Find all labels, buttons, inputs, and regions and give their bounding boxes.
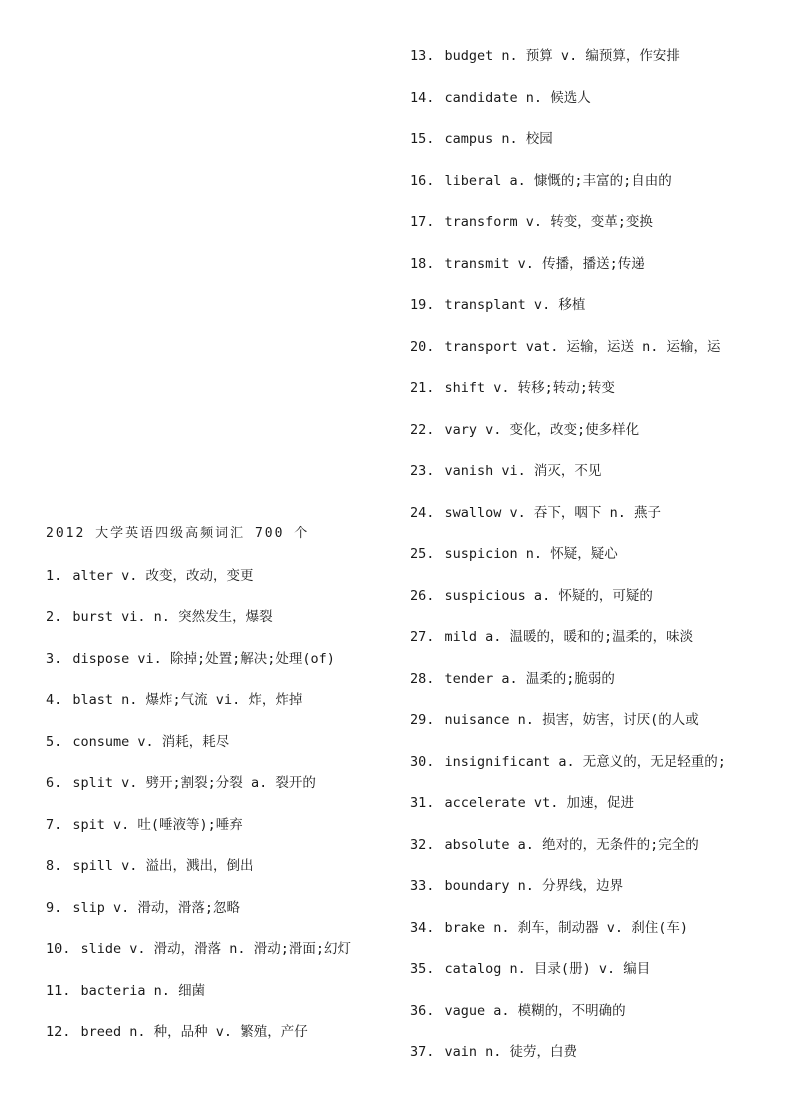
vocab-entry — [46, 565, 386, 607]
entry-text: mild a. 温暖的，暖和的;温柔的，味淡 — [444, 629, 694, 645]
entry-number: 6. — [46, 775, 63, 791]
vocab-entry — [410, 294, 782, 336]
vocab-entry — [46, 1021, 386, 1063]
left-column — [46, 523, 386, 1063]
entry-number: 37. — [410, 1044, 435, 1060]
entry-number: 27. — [410, 629, 435, 645]
vocab-entry — [410, 460, 782, 502]
entry-number: 5. — [46, 733, 63, 750]
entry-number: 29. — [410, 712, 435, 728]
entry-text: spill v. 溢出，溅出，倒出 — [72, 858, 254, 874]
entry-text: blast n. 爆炸;气流 vi. 炸，炸掉 — [72, 692, 303, 708]
entry-number: 34. — [410, 919, 435, 936]
vocab-entry — [410, 253, 782, 295]
entry-text: suspicious a. 怀疑的，可疑的 — [444, 587, 653, 604]
entry-text: insignificant a. 无意义的，无足轻重的; — [444, 753, 726, 770]
vocab-entry — [46, 980, 386, 1022]
vocab-entry — [46, 814, 386, 856]
entry-text: vary v. 变化，改变;使多样化 — [444, 421, 640, 438]
entry-text: absolute a. 绝对的，无条件的;完全的 — [444, 836, 699, 853]
entry-number: 15. — [410, 131, 435, 147]
entry-text: swallow v. 吞下，咽下 n. 燕子 — [444, 504, 661, 521]
entry-number: 17. — [410, 214, 435, 230]
entry-text: tender a. 温柔的;脆弱的 — [444, 670, 615, 687]
entry-number: 22. — [410, 421, 435, 438]
entry-number: 10. — [46, 941, 71, 957]
vocab-entry — [46, 772, 386, 814]
entry-text: transplant v. 移植 — [444, 297, 586, 313]
vocab-entry — [410, 377, 782, 419]
right-vocab-list — [410, 45, 782, 1083]
entry-number: 7. — [46, 816, 63, 833]
right-column — [410, 45, 782, 1083]
vocab-entry — [410, 336, 782, 378]
left-vocab-list — [46, 565, 386, 1063]
vocab-entry — [410, 751, 782, 793]
vocab-entry — [410, 585, 782, 627]
vocab-entry — [410, 626, 782, 668]
vocab-entry — [410, 45, 782, 87]
entry-text: transform v. 转变，变革;变换 — [444, 214, 653, 230]
entry-text: suspicion n. 怀疑，疑心 — [444, 546, 618, 562]
vocab-entry — [410, 87, 782, 129]
entry-number: 19. — [410, 297, 435, 313]
vocab-entry — [46, 897, 386, 939]
entry-text: transmit v. 传播，播送;传递 — [444, 255, 645, 272]
entry-text: liberal a. 慷慨的;丰富的;自由的 — [444, 172, 672, 189]
entry-number: 4. — [46, 692, 63, 708]
entry-number: 3. — [46, 650, 63, 667]
vocab-entry — [410, 128, 782, 170]
entry-text: dispose vi. 除掉;处置;解决;处理(of) — [72, 650, 335, 667]
entry-number: 13. — [410, 48, 435, 64]
vocab-entry — [410, 170, 782, 212]
entry-text: accelerate vt. 加速，促进 — [444, 795, 634, 811]
entry-number: 9. — [46, 899, 63, 916]
vocab-entry — [46, 731, 386, 773]
vocab-entry — [410, 834, 782, 876]
entry-number: 12. — [46, 1024, 71, 1040]
vocab-entry — [410, 1041, 782, 1083]
entry-number: 18. — [410, 255, 435, 272]
entry-number: 24. — [410, 504, 435, 521]
vocab-entry — [410, 543, 782, 585]
entry-number: 36. — [410, 1002, 435, 1019]
entry-text: brake n. 刹车，制动器 v. 刹住(车) — [444, 919, 688, 936]
vocab-entry — [46, 606, 386, 648]
entry-text: alter v. 改变，改动，变更 — [72, 567, 254, 584]
entry-number: 1. — [46, 567, 63, 584]
entry-number: 28. — [410, 670, 435, 687]
vocab-entry — [46, 648, 386, 690]
entry-text: transport vat. 运输，运送 n. 运输，运 — [444, 338, 721, 355]
vocab-entry — [46, 938, 386, 980]
vocab-entry — [410, 419, 782, 461]
vocab-entry — [410, 792, 782, 834]
entry-text: split v. 劈开;割裂;分裂 a. 裂开的 — [72, 775, 316, 791]
entry-number: 20. — [410, 338, 435, 355]
entry-number: 35. — [410, 961, 435, 977]
document-title: 2012 大学英语四级高频词汇 700 个 — [46, 526, 310, 541]
entry-text: bacteria n. 细菌 — [80, 982, 206, 999]
entry-text: nuisance n. 损害，妨害，讨厌(的人或 — [444, 712, 699, 728]
entry-text: slide v. 滑动，滑落 n. 滑动;滑面;幻灯 — [80, 941, 351, 957]
vocab-entry — [410, 502, 782, 544]
vocab-entry — [410, 958, 782, 1000]
entry-text: shift v. 转移;转动;转变 — [444, 380, 615, 396]
vocab-entry — [410, 211, 782, 253]
vocab-entry — [46, 689, 386, 731]
entry-text: consume v. 消耗，耗尽 — [72, 733, 230, 750]
vocab-entry — [410, 917, 782, 959]
entry-text: slip v. 滑动，滑落;忽略 — [72, 899, 241, 916]
entry-number: 25. — [410, 546, 435, 562]
entry-number: 33. — [410, 878, 435, 894]
vocab-entry — [410, 1000, 782, 1042]
entry-number: 26. — [410, 587, 435, 604]
entry-number: 30. — [410, 753, 435, 770]
vocab-entry — [410, 875, 782, 917]
entry-number: 8. — [46, 858, 63, 874]
entry-text: vanish vi. 消灭，不见 — [444, 463, 602, 479]
entry-number: 2. — [46, 609, 63, 625]
entry-text: vain n. 徒劳，白费 — [444, 1044, 578, 1060]
entry-number: 16. — [410, 172, 435, 189]
entry-number: 11. — [46, 982, 71, 999]
vocab-entry — [410, 709, 782, 751]
entry-number: 31. — [410, 795, 435, 811]
entry-text: catalog n. 目录(册) v. 编目 — [444, 961, 651, 977]
entry-number: 32. — [410, 836, 435, 853]
vocab-entry — [410, 668, 782, 710]
entry-text: burst vi. n. 突然发生，爆裂 — [72, 609, 273, 625]
entry-text: budget n. 预算 v. 编预算，作安排 — [444, 48, 680, 64]
entry-text: spit v. 吐(唾液等);唾弃 — [72, 816, 243, 833]
entry-text: candidate n. 候选人 — [444, 89, 591, 106]
entry-number: 14. — [410, 89, 435, 106]
entry-text: vague a. 模糊的，不明确的 — [444, 1002, 626, 1019]
entry-number: 23. — [410, 463, 435, 479]
entry-number: 21. — [410, 380, 435, 396]
entry-text: campus n. 校园 — [444, 131, 553, 147]
entry-text: breed n. 种，品种 v. 繁殖，产仔 — [80, 1024, 308, 1040]
entry-text: boundary n. 分界线，边界 — [444, 878, 624, 894]
vocab-entry — [46, 855, 386, 897]
